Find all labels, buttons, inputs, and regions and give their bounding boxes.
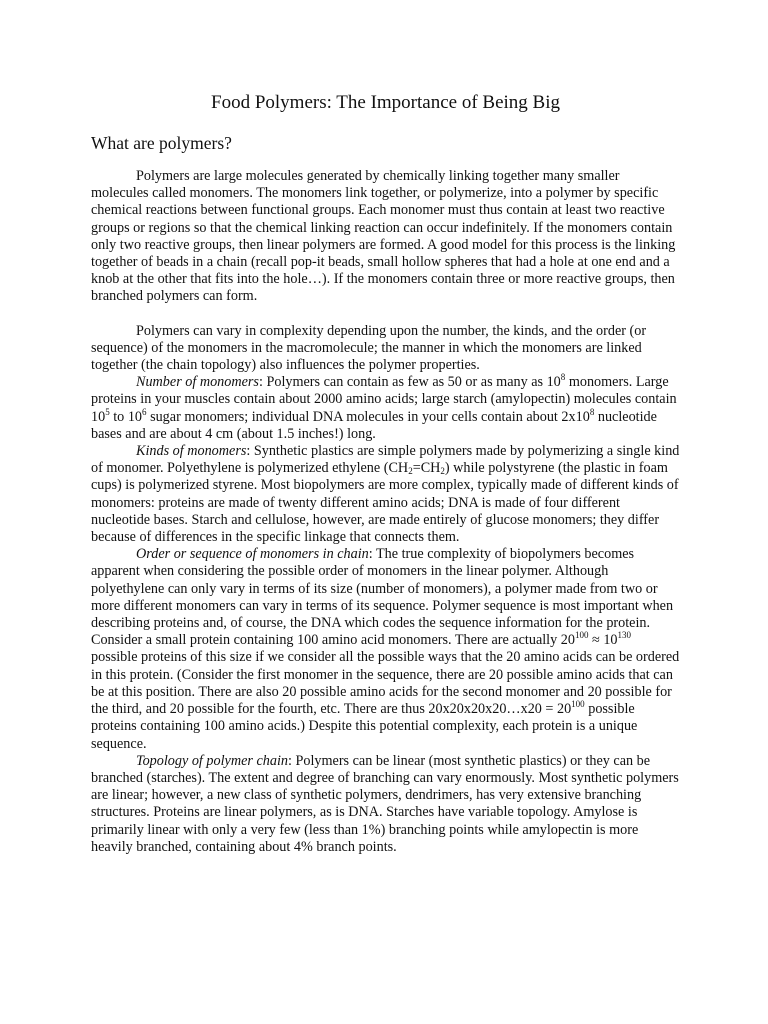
paragraph-order-of-monomers: Order or sequence of monomers in chain: The true complexity of biopolymers becomes apparent when considering the possible order of monomers in the linear polymer. Although polyethylene can only vary in terms of its size (number of monomers), a polymer made from two or more different monomers can vary in terms of its sequence. Polymer sequence is most important when describing proteins and, of course, the DNA which codes the sequence information for the protein. Consider a small protein containing 100 amino acid monomers. There are actually $20^{100} \approx 10^{130}$ possible proteins of this size if we consider all the possible ways that the 20 amino acids can be ordered in this protein. (Consider the first monomer in the sequence, there are 20 possible amino acids that can be at this position. There are also 20 possible amino acids for the second monomer and 20 possible for the third, and 20 possible for the fourth, etc. There are thus 20x20x20x20…x20 = $20^{100}$ possible proteins containing 100 amino acids.) Despite this potential complexity, each protein is a unique sequence. [91,546,680,752]
section-heading: What are polymers? [91,133,232,153]
term-order-of-monomers: Order or sequence of monomers in chain [136,546,369,563]
term-kinds-of-monomers: Kinds of monomers [136,443,247,460]
paragraph-gap [91,306,680,323]
term-topology-of-polymer-chain: Topology of polymer chain [136,752,288,769]
paragraph-complexity: Polymers can vary in complexity depending upon the number, the kinds, and the order (or sequence) of the monomers in the macromolecule; the manner in which the monomers are linked together (the chain topology) also influences the polymer properties. [91,322,647,374]
paragraph-number-of-monomers: Number of monomers: Polymers can contain as few as 50 or as many as $10^8$ monomers. Large proteins in your muscles contain about 2000 amino acids; large starch (amylopectin) molecules contain $10^5$ to $10^6$ sugar monomers; individual DNA molecules in your cells contain about $2x10^8$ nucleotide bases and are about 4 cm (about 1.5 inches!) long. [91,372,677,442]
paragraph-intro: Polymers are large molecules generated by chemically linking together many smaller molecules called monomers. The monomers link together, or polymerize, into a polymer by specific chemical reactions between functional groups. Each monomer must thus contain at least two reactive groups or regions so that the chemical linking reaction can occur indefinitely. If the monomers contain only two reactive groups, then linear polymers are formed. A good model for this process is the linking together of beads in a chain (recall pop-it beads, small hollow spheres that had a hole at one end and a knob at the other that fits into the hole…). If the monomers contain three or more reactive groups, then branched polymers can form. [91,168,676,305]
paragraph-kinds-of-monomers: Kinds of monomers: Synthetic plastics are simple polymers made by polymerizing a single kind of monomer. Polyethylene is polymerized ethylene $(CH_2=CH_2)$ while polystyrene (the plastic in foam cups) is polymerized styrene. Most biopolymers are more complex, typically made of different kinds of monomers: proteins are made of twenty different amino acids; DNA is made of four different nucleotide bases. Starch and cellulose, however, are made entirely of glucose monomers; they differ because of differences in the specific linkage that connects them. [91,443,680,546]
paragraph-topology: Topology of polymer chain: Polymers can be linear (most synthetic plastics) or they can be branched (starches). The extent and degree of branching can vary enormously. Most synthetic polymers are linear; however, a new class of synthetic polymers, dendrimers, has very extensive branching structures. Proteins are linear polymers, as is DNA. Starches have variable topology. Amylose is primarily linear with only a very few (less than 1%) branching points while amylopectin is more heavily branched, containing about 4% branch points. [91,752,679,855]
term-number-of-monomers: Number of monomers [136,374,259,391]
document-title: Food Polymers: The Importance of Being Big [211,92,560,113]
